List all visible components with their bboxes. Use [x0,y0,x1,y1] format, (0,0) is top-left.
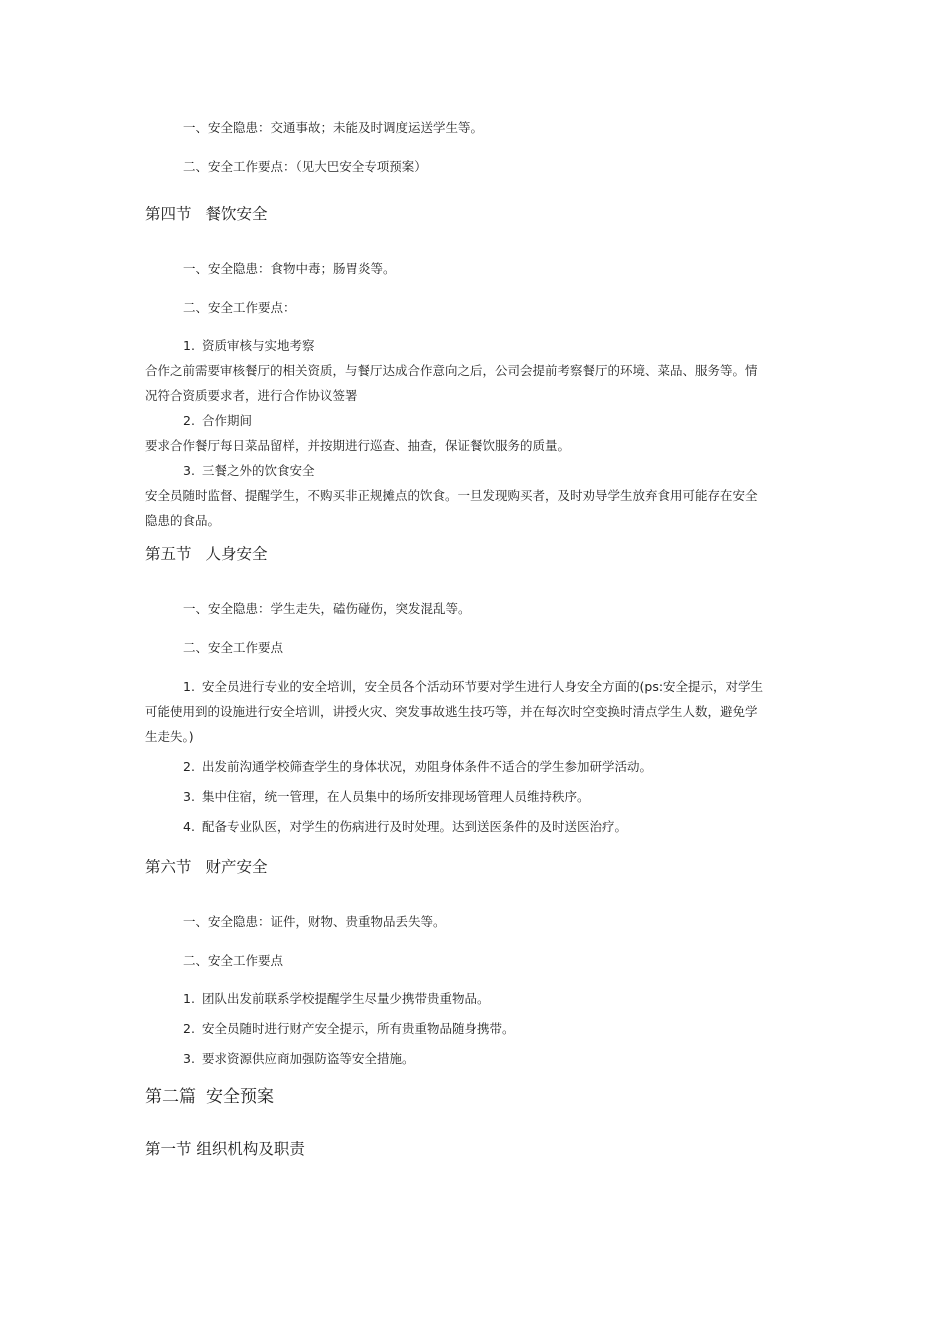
section6-item2 [183,1016,815,1041]
item-number: 2. [183,413,195,428]
section6-hazard: 一、安全隐患：证件，财物、贵重物品丢失等。 [183,914,446,929]
section5-item4 [183,814,815,839]
item-text: 集中住宿，统一管理，在人员集中的场所安排现场管理人员维持秩序。 [202,789,590,804]
item-number: 1. [183,338,195,353]
section4-item1-heading [183,333,815,358]
section4-item1-body-line: 况符合资质要求者，进行合作协议签署 [145,388,358,403]
item-text: 配备专业队医，对学生的伤病进行及时处理。达到送医条件的及时送医治疗。 [202,819,628,834]
part2-number: 第二篇 [145,1087,196,1107]
section5-item1-line2: 可能使用到的设施进行安全培训，讲授火灾、突发事故逃生技巧等，并在每次时空变换时清点学生人数，避免学 [145,704,758,719]
item-number: 2. [183,1021,195,1036]
section4-item1-body-line: 合作之前需要审核餐厅的相关资质，与餐厅达成合作意向之后，公司会提前考察餐厅的环境、菜品、服务等。情 [145,363,758,378]
part2-heading [145,1086,274,1108]
item-heading: 合作期间 [202,413,253,428]
section6-item3 [183,1046,815,1071]
section5-item3 [183,784,815,809]
item-number: 1. [183,991,195,1006]
section5-heading [145,543,268,565]
section4-item3-body-line: 安全员随时监督、提醒学生，不购买非正规摊点的饮食。一旦发现购买者，及时劝导学生放弃食用可能存在安全 [145,488,758,503]
section5-title: 人身安全 [205,545,268,563]
item-heading: 资质审核与实地考察 [202,338,315,353]
section4-title: 餐饮安全 [205,205,268,223]
item-number: 1. [183,679,195,694]
section5-hazard: 一、安全隐患：学生走失，磕伤碰伤，突发混乱等。 [183,601,471,616]
section5-item1-line3: 生走失。) [145,729,194,744]
section4-item2-heading [183,408,815,433]
section5-key-points: 二、安全工作要点 [183,640,284,655]
item-text: 出发前沟通学校筛查学生的身体状况，劝阻身体条件不适合的学生参加研学活动。 [202,759,653,774]
section4-item3-heading [183,458,815,483]
item-number: 3. [183,463,195,478]
bus-hazard: 一、安全隐患：交通事故；未能及时调度运送学生等。 [183,120,484,135]
item-heading: 三餐之外的饮食安全 [202,463,315,478]
item-number: 3. [183,789,195,804]
part2-title: 安全预案 [206,1087,274,1107]
section5-item1-line1 [183,674,815,699]
item-text: 安全员随时进行财产安全提示，所有贵重物品随身携带。 [202,1021,515,1036]
section6-key-points: 二、安全工作要点 [183,953,284,968]
item-text: 团队出发前联系学校提醒学生尽量少携带贵重物品。 [202,991,490,1006]
item-number: 2. [183,759,195,774]
item-number: 3. [183,1051,195,1066]
section5-number: 第五节 [145,545,192,563]
section5-item2 [183,754,815,779]
section4-item3-body-line: 隐患的食品。 [145,513,221,528]
section6-heading [145,856,268,878]
item-text: 要求资源供应商加强防盗等安全措施。 [202,1051,415,1066]
section6-number: 第六节 [145,858,192,876]
section4-heading [145,203,268,225]
item-text: 安全员进行专业的安全培训，安全员各个活动环节要对学生进行人身安全方面的(ps:安全提示，对学生 [202,679,764,694]
section4-hazard: 一、安全隐患：食物中毒；肠胃炎等。 [183,261,396,276]
section4-item2-body-line: 要求合作餐厅每日菜品留样，并按期进行巡查、抽查，保证餐饮服务的质量。 [145,438,571,453]
section6-title: 财产安全 [205,858,268,876]
bus-key-points: 二、安全工作要点：（见大巴安全专项预案） [183,159,427,174]
section4-number: 第四节 [145,205,192,223]
item-number: 4. [183,819,195,834]
part2-section1-heading: 第一节 组织机构及职责 [145,1140,305,1158]
section6-item1 [183,986,815,1011]
section4-key-points: 二、安全工作要点： [183,300,296,315]
